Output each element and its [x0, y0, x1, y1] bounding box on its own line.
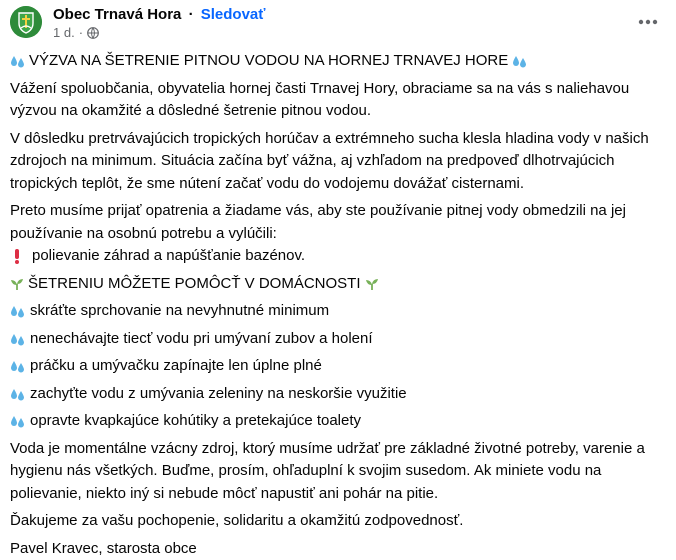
sprout-icon [365, 277, 379, 291]
page-avatar[interactable] [10, 6, 42, 38]
more-options-button[interactable] [630, 8, 666, 36]
tip-item [10, 328, 660, 351]
paragraph-thanks: Ďakujeme za vašu pochopenie, solidaritu a okamžitú zodpovednosť. [10, 510, 660, 533]
paragraph-closing: Voda je momentálne vzácny zdroj, ktorý musíme udržať pre základné životné potreby, varenie a hygienu nás všetkých. Buďme, prosím, ohľaduplní k svojim susedom. Ak miniete vodu na polievanie, niekto iný si nebude môcť napustiť ani pohár na pitie. [10, 438, 660, 506]
post-meta [53, 25, 99, 40]
droplets-icon [10, 54, 26, 68]
post-header [10, 6, 666, 40]
page-name[interactable]: Obec Trnavá Hora [53, 6, 181, 23]
sprout-icon [10, 277, 24, 291]
meta-separator: · [79, 25, 83, 40]
paragraph-greeting: Vážení spoluobčania, obyvatelia hornej časti Trnavej Hory, obraciame sa na vás s naliehavou výzvou na okamžité a dôsledné šetrenie pitnou vodou. [10, 78, 660, 123]
droplets-icon [10, 359, 26, 373]
subtitle: ŠETRENIU MÔŽETE POMÔCŤ V DOMÁCNOSTI [28, 273, 361, 296]
tip-item [10, 410, 660, 433]
droplets-icon [10, 387, 26, 401]
post-title-line [10, 50, 660, 73]
tip-text: nenechávajte tiecť vodu pri umývaní zubov a holení [30, 328, 373, 351]
tip-text: práčku a umývačku zapínajte len úplne plné [30, 355, 322, 378]
tip-text: zachyťte vodu z umývania zeleniny na neskoršie využitie [30, 383, 407, 406]
name-separator: · [189, 6, 194, 23]
village-coat-of-arms-icon [10, 6, 42, 38]
tip-text: opravte kvapkajúce kohútiky a pretekajúce toalety [30, 410, 361, 433]
post-body [10, 50, 660, 560]
paragraph-situation: V dôsledku pretrvávajúcich tropických horúčav a extrémneho sucha klesla hladina vody v našich zdrojoch na minimum. Situácia začína byť vážna, aj vzhľadom na predpoveď dlhotrvajúcich tropických teplôt, že sme nútení začať vodu do vodojemu dovážať cisternami. [10, 128, 660, 196]
tip-item [10, 300, 660, 323]
warning-item [10, 245, 660, 268]
page-name-row [53, 6, 265, 23]
droplets-icon [10, 414, 26, 428]
droplets-icon [10, 304, 26, 318]
red-exclamation-icon [10, 248, 24, 264]
post-timestamp[interactable]: 1 d. [53, 25, 75, 40]
warning-item-text: polievanie záhrad a napúšťanie bazénov. [32, 245, 305, 268]
follow-button[interactable]: Sledovať [201, 6, 266, 23]
droplets-icon [512, 54, 528, 68]
more-options-icon [638, 19, 658, 25]
subtitle-line [10, 273, 660, 296]
globe-icon [87, 27, 99, 39]
signature: Pavel Kravec, starosta obce [10, 538, 660, 560]
droplets-icon [10, 332, 26, 346]
post-title: VÝZVA NA ŠETRENIE PITNOU VODOU NA HORNEJ TRNAVEJ HORE [29, 50, 508, 73]
tip-item [10, 383, 660, 406]
tip-item [10, 355, 660, 378]
paragraph-request: Preto musíme prijať opatrenia a žiadame vás, aby ste používanie pitnej vody obmedzili na jej používanie na osobnú potrebu a vylúčili: [10, 200, 660, 245]
tip-text: skráťte sprchovanie na nevyhnutné minimum [30, 300, 329, 323]
